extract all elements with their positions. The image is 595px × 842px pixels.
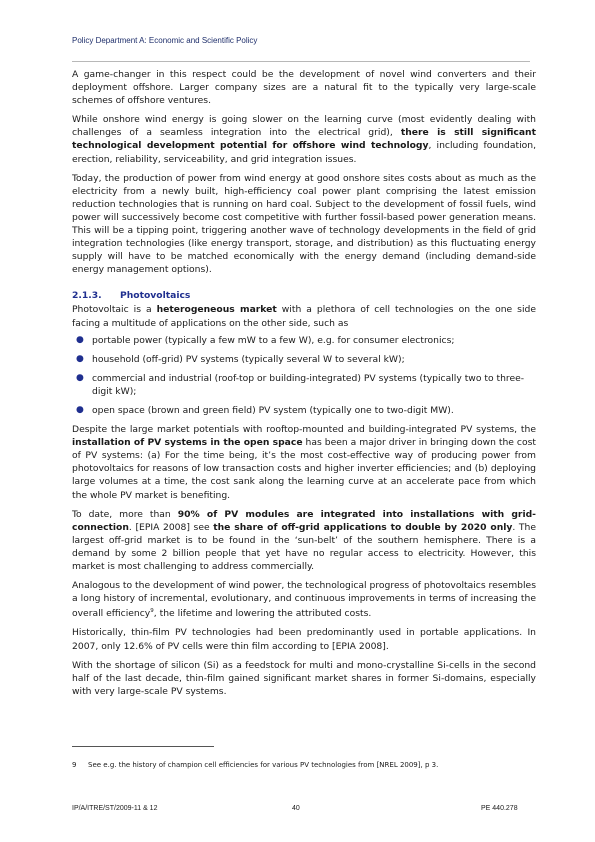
list-item [72,334,536,347]
text-span: with a plethora of cell technologies on the one side facing a multitude of applications on the other side, such as [72,304,536,329]
paragraph: A game-changer in this respect could be the development of novel wind converters and their deployment offshore. Larger company sizes are a natural fit to the typically very large-scale schemes of offshore ventures. [72,69,536,107]
paragraph: Historically, thin-film PV technologies had been predominantly used in portable applications. In 2007, only 12.6% of PV cells were thin film according to [EPIA 2008]. [72,627,536,652]
text-span: , the lifetime and lowering the attributed costs. [153,608,372,620]
bold-text: 90% of PV modules are integrated into installations with grid-connection [72,508,536,533]
text-span: Despite the large market potentials with rooftop-mounted and building-integrated PV systems, the [72,424,536,436]
bold-text: installation of PV systems in the open space [72,437,303,449]
paragraph [72,508,536,573]
bullet-icon: ● [76,372,84,383]
footnote-number: 9 [72,761,77,769]
section-title: Photovoltaics [120,290,191,302]
text-span: has been a major driver in bringing down the cost of PV systems: (a) For the time being, it’s the most cost-effective way of producing power from photovoltaics for reasons of low transaction costs and higher inverter efficiencies; and (b) deploying large volumes at a time, the cost sank along the learning curve at an accelerate pace from which the whole PV market is benefiting. [72,437,536,501]
section-number: 2.1.3. [72,290,102,302]
text-span: . [EPIA 2008] see [128,521,214,533]
bullet-icon: ● [76,334,84,345]
footnote-text: See e.g. the history of champion cell efficiencies for various PV technologies from [NREL 2009], p 3. [88,761,439,769]
paragraph [72,113,536,165]
header-divider [72,61,530,62]
footer-reference: PE 440.278 [481,805,518,812]
page-header: Policy Department A: Economic and Scientific Policy [72,36,258,45]
section-heading [72,290,536,301]
bold-text: heterogeneous market [156,304,277,316]
paragraph: Today, the production of power from wind energy at good onshore sites costs about as much as the electricity from a newly built, high-efficiency coal power plant comprising the latest emission reduction technologies that is running on hard coal. Subject to the development of fossil fuels, wind power will successively become cost competitive with further fossil-based power generation means. This will be a tipping point, triggering another wave of technology developments in the field of grid integration technologies (like energy transport, storage, and distribution) as this fluctuating energy supply will have to be matched economically with the energy demand (including demand-side energy management options). [72,172,536,276]
footnote [72,761,438,769]
paragraph [72,423,536,502]
text-span: Photovoltaic is a [72,304,157,316]
paragraph [72,579,536,620]
list-item [72,372,536,398]
list-item [72,353,536,366]
text-span: To date, more than [72,508,178,520]
paragraph [72,303,536,329]
text-span: , including foundation, erection, reliability, serviceability, and grid integration issues. [72,140,536,165]
footer-document-id: IP/A/ITRE/ST/2009-11 & 12 [72,805,158,812]
text-span: Analogous to the development of wind power, the technological progress of photovoltaics resembles a long history of incremental, evolutionary, and continuous improvements in terms of increasing the overall efficiency [72,580,536,620]
bullet-icon: ● [76,353,84,364]
bullet-list [72,334,536,417]
page-body [72,68,536,704]
list-item-text: household (off-grid) PV systems (typically several W to several kW); [92,353,405,365]
paragraph: With the shortage of silicon (Si) as a feedstock for multi and mono-crystalline Si-cells in the second half of the last decade, thin-film gained significant market shares in former Si-domains, especially with very large-scale PV systems. [72,659,536,697]
footnote-marker[interactable]: 9 [150,608,154,615]
text-span: While onshore wind energy is going slower on the learning curve (most evidently dealing with challenges of a seamless integration into the electrical grid), [72,114,536,139]
bold-text: the share of off-grid applications to double by 2020 only [213,521,513,533]
list-item-text: commercial and industrial (roof-top or building-integrated) PV systems (typically two to three-digit kW); [92,372,525,397]
list-item [72,404,536,417]
text-span: . The largest off-grid market is to be found in the ‘sun-belt’ of the southern hemisphere. There is a demand by some 2 billion people that yet have no regular access to electricity. However, this market is most challenging to address commercially. [72,521,536,572]
list-item-text: open space (brown and green field) PV system (typically one to two-digit MW). [92,404,454,416]
bullet-icon: ● [76,404,84,415]
page-number: 40 [292,805,300,812]
footnote-divider [72,746,214,747]
bold-text: there is still significant technological development potential for offshore wind technology [72,127,536,152]
list-item-text: portable power (typically a few mW to a few W), e.g. for consumer electronics; [92,334,455,346]
